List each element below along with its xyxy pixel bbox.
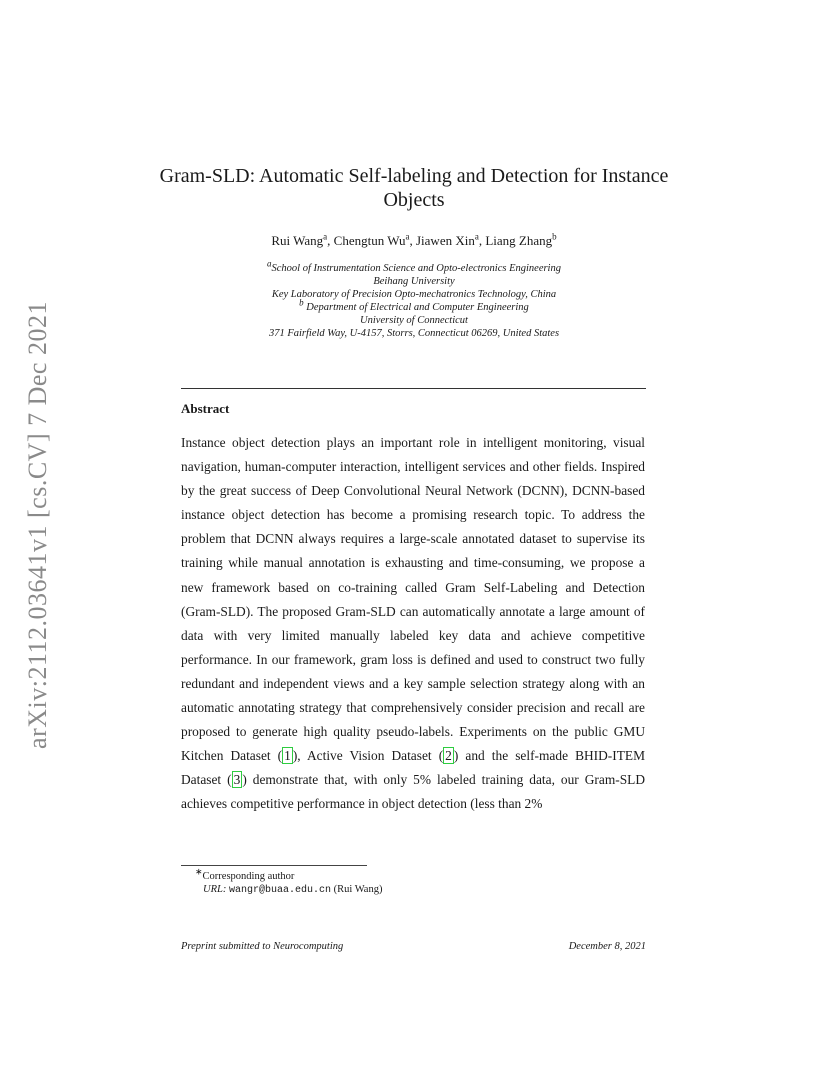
footnote-rule bbox=[181, 865, 367, 866]
email-link[interactable]: wangr@buaa.edu.cn bbox=[228, 885, 331, 896]
citation-link[interactable]: 2 bbox=[445, 748, 452, 764]
arxiv-side-label bbox=[18, 290, 58, 760]
author-separator: , bbox=[478, 233, 486, 248]
author-name: Chengtun Wu bbox=[333, 233, 406, 248]
footnote-mark: ∗ bbox=[195, 866, 203, 877]
paper-title: Gram-SLD: Automatic Self-labeling and Detection for Instance Objects bbox=[159, 165, 669, 211]
author-name: Rui Wang bbox=[271, 233, 324, 248]
author-mark: a bbox=[405, 231, 410, 242]
author-mark: b bbox=[552, 231, 557, 242]
author-mark: a bbox=[474, 231, 479, 242]
affiliation-mark: a bbox=[267, 258, 272, 269]
author-name: Liang Zhang bbox=[485, 233, 553, 248]
preprint-date: December 8, 2021 bbox=[568, 941, 646, 952]
affiliation-line: University of Connecticut bbox=[360, 315, 468, 326]
url-owner: (Rui Wang) bbox=[333, 884, 383, 895]
affiliation-line: Key Laboratory of Precision Opto-mechatronics Technology, China bbox=[271, 289, 557, 300]
author-separator: , bbox=[409, 233, 416, 248]
preprint-note: Preprint submitted to Neurocomputing bbox=[181, 941, 344, 952]
footnote bbox=[195, 866, 383, 897]
citation-link[interactable]: 3 bbox=[233, 772, 241, 788]
affiliation-line: Beihang University bbox=[373, 276, 455, 287]
affiliations bbox=[150, 258, 678, 340]
affiliation-line: $^a$School of Instrumentation Science and Opto-electronics Engineering bbox=[267, 258, 561, 274]
author-list bbox=[150, 233, 678, 249]
author-mark: a bbox=[323, 231, 328, 242]
abstract-top-rule bbox=[181, 388, 646, 389]
affiliation-mark: b bbox=[299, 297, 304, 308]
citation-link[interactable]: 1 bbox=[284, 748, 291, 764]
affiliation-line: 371 Fairfield Way, U-4157, Storrs, Connecticut 06269, United States bbox=[268, 328, 560, 339]
footnote-text: Corresponding author bbox=[202, 871, 295, 882]
url-label: URL: bbox=[203, 884, 227, 895]
author-separator: , bbox=[327, 233, 334, 248]
arxiv-id: arXiv:2112.03641v1 [cs.CV] 7 Dec 2021 bbox=[23, 301, 52, 749]
abstract-heading: Abstract bbox=[181, 401, 230, 416]
abstract-body: Instance object detection plays an important role in intelligent monitoring, visual navigation, human-computer interaction, intelligent services and other fields. Inspired by the great success of Deep Convolutional Neural Network (DCNN), DCNN-based instance object detection has become a promising research topic. To address the problem that DCNN always requires a large-scale annotated dataset to supervise its training while manual annotation is exhausting and time-consuming, we propose a new framework based on co-training called Gram Self-Labeling and Detection (Gram-SLD). The proposed Gram-SLD can automatically annotate a large amount of data with very limited manually labeled key data and achieve competitive performance. In our framework, gram loss is defined and used to construct two fully redundant and independent views and a key sample selection strategy along with an automatic annotating strategy that comprehensively consider precision and recall are proposed to generate high quality pseudo-labels. Experiments on the public GMU Kitchen Dataset ( 1 ), Active Vision Dataset ( 2 ) and the self-made BHID-ITEM Dataset ( 3 ) demonstrate that, with only 5% labeled training data, our Gram-SLD achieves competitive performance in object detection (less than 2% bbox=[181, 435, 646, 812]
author-name: Jiawen Xin bbox=[415, 233, 475, 248]
affiliation-line: $^b$ Department of Electrical and Computer Engineering bbox=[299, 297, 529, 313]
